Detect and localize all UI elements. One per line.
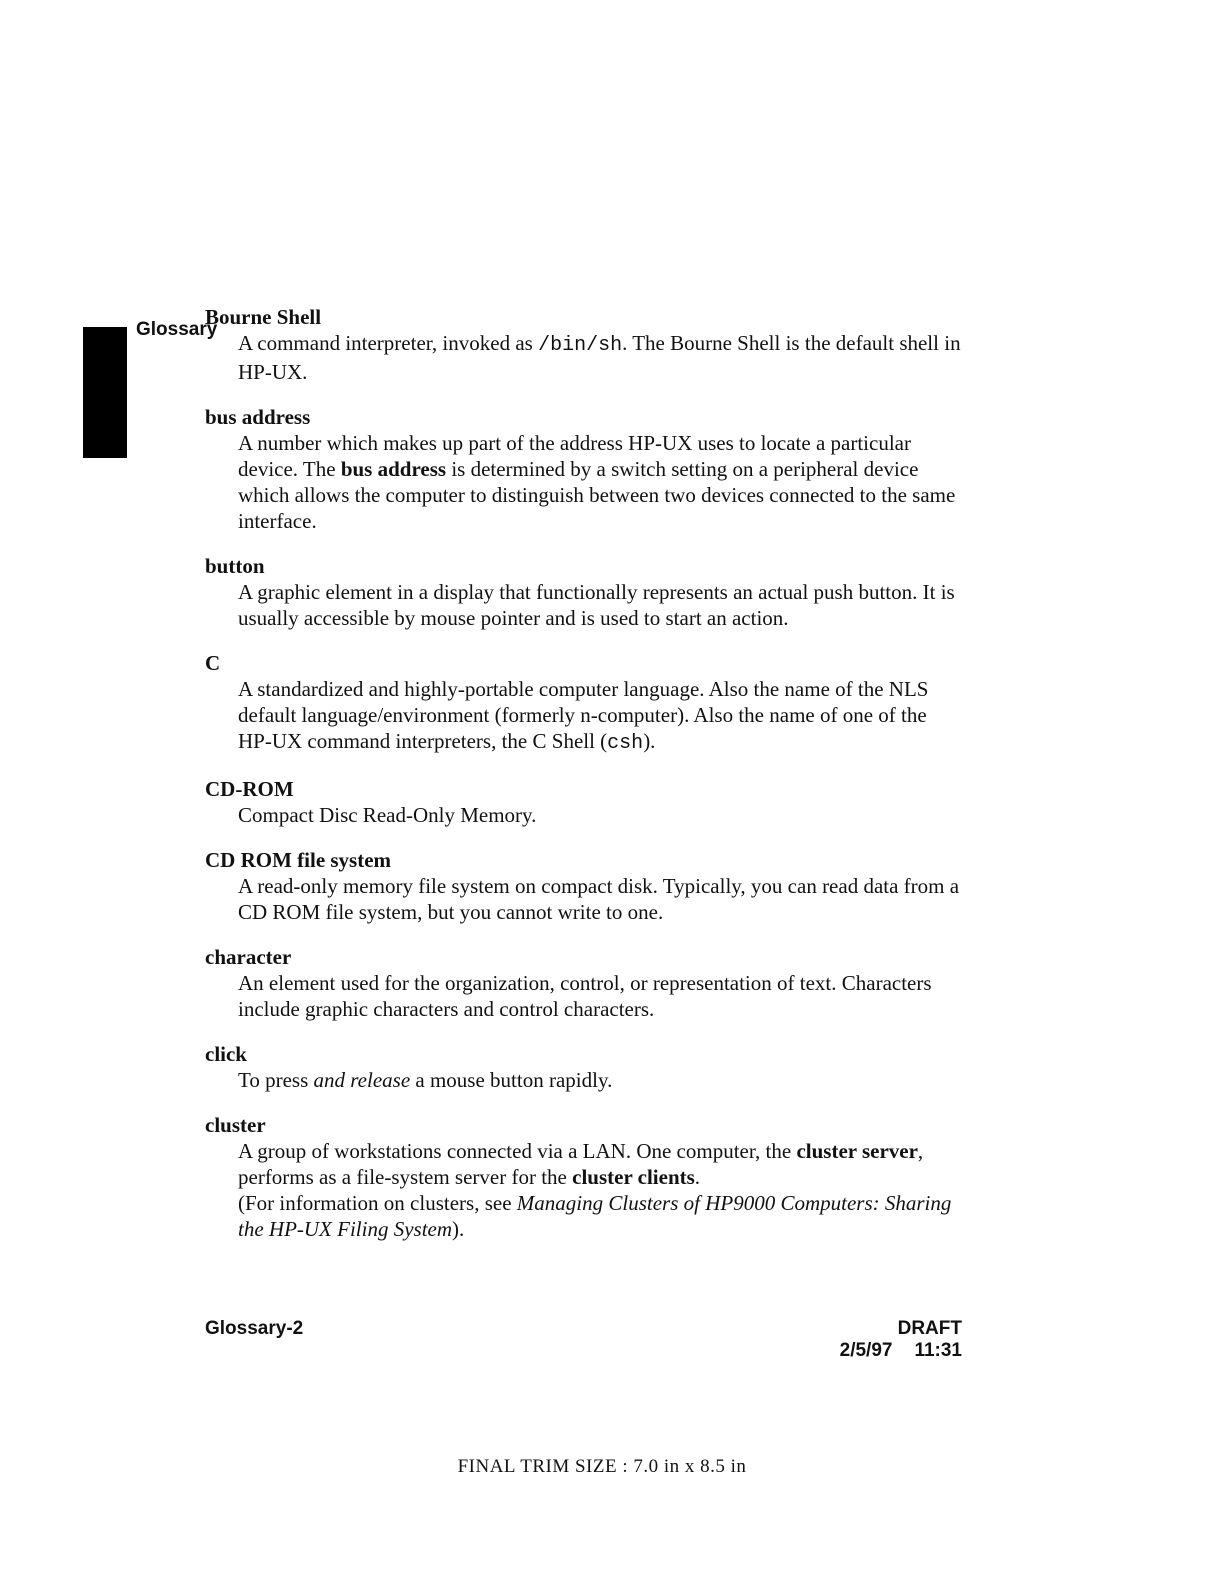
definition-text: A command interpreter, invoked as: [238, 331, 539, 355]
definition-text: A standardized and highly-portable computer language. Also the name of the NLS default language/environment (formerly n-computer). Also the name of one of the HP-UX command interpreters, the C Shell (: [238, 677, 929, 753]
draft-stamp: [840, 1318, 962, 1362]
glossary-definition: A graphic element in a display that functionally represents an actual push button. It is usually accessible by mouse pointer and is used to start an action.: [238, 580, 955, 630]
command-code: /bin/sh: [538, 334, 623, 357]
glossary-term: cluster: [205, 1113, 266, 1137]
trim-size-note: FINAL TRIM SIZE : 7.0 in x 8.5 in: [457, 1456, 747, 1477]
glossary-entry-c: [205, 650, 965, 757]
definition-text: , performs as a file-system server for the: [238, 1139, 924, 1189]
glossary-entry-cd-rom-file-system: [205, 847, 965, 925]
command-code: csh: [607, 732, 644, 755]
definition-text: is determined by a switch setting on a peripheral device which allows the computer to distinguish between two devices connected to the same interface.: [238, 457, 956, 533]
glossary-term: Bourne Shell: [205, 305, 322, 329]
emphasized-phrase: and release: [313, 1068, 411, 1092]
glossary-entry-cluster: [205, 1112, 965, 1242]
book-title-reference: Managing Clusters of HP9000 Computers: Sharing the HP-UX Filing System: [238, 1191, 952, 1241]
definition-text: A group of workstations connected via a LAN. One computer, the: [238, 1139, 797, 1163]
section-thumb-tab: [83, 327, 127, 458]
glossary-definition: [238, 430, 965, 534]
definition-text: .: [694, 1165, 701, 1189]
glossary-entry-button: [205, 553, 965, 631]
draft-timestamp: [840, 1340, 962, 1362]
section-tab-label: Glossary: [136, 319, 218, 340]
definition-text: ).: [643, 729, 656, 753]
glossary-entry-bus-address: [205, 404, 965, 534]
glossary-definition: A read-only memory file system on compact disk. Typically, you can read data from a CD ROM file system, but you cannot write to one.: [238, 874, 960, 924]
definition-text: a mouse button rapidly.: [410, 1068, 613, 1092]
glossary-term: CD ROM file system: [205, 848, 392, 872]
draft-status: DRAFT: [897, 1318, 962, 1339]
definition-text: (For information on clusters, see: [238, 1191, 517, 1215]
glossary-term: bus address: [205, 405, 311, 429]
glossary-list: [205, 304, 965, 1261]
definition-text: ).: [452, 1217, 465, 1241]
emphasized-term: bus address: [340, 457, 447, 481]
emphasized-term: cluster clients: [572, 1165, 695, 1189]
glossary-entry-bourne-shell: [205, 304, 965, 385]
emphasized-term: cluster server: [796, 1139, 918, 1163]
definition-text: To press: [238, 1068, 314, 1092]
draft-time: 11:31: [914, 1340, 962, 1361]
definition-text: A number which makes up part of the address HP-UX uses to locate a particular device. The: [238, 431, 911, 481]
glossary-definition: [238, 676, 965, 757]
definition-text: . The Bourne Shell is the default shell in HP-UX.: [238, 331, 961, 384]
glossary-definition: Compact Disc Read-Only Memory.: [238, 803, 537, 827]
draft-date: 2/5/97: [839, 1340, 893, 1361]
reference-paragraph: [238, 1190, 965, 1242]
glossary-term: C: [205, 651, 221, 675]
glossary-definition: An element used for the organization, control, or representation of text. Characters include graphic characters and control characters.: [238, 971, 932, 1021]
glossary-entry-character: [205, 944, 965, 1022]
glossary-term: CD-ROM: [205, 777, 294, 801]
glossary-entry-click: [205, 1041, 965, 1093]
glossary-definition: [238, 1138, 965, 1242]
glossary-term: button: [205, 554, 265, 578]
page-number-label: Glossary-2: [205, 1318, 304, 1339]
glossary-definition: [238, 330, 965, 385]
definition-paragraph: [238, 1138, 965, 1190]
glossary-term: character: [205, 945, 292, 969]
glossary-definition: [238, 1067, 965, 1093]
glossary-entry-cd-rom: [205, 776, 965, 828]
glossary-term: click: [205, 1042, 247, 1066]
